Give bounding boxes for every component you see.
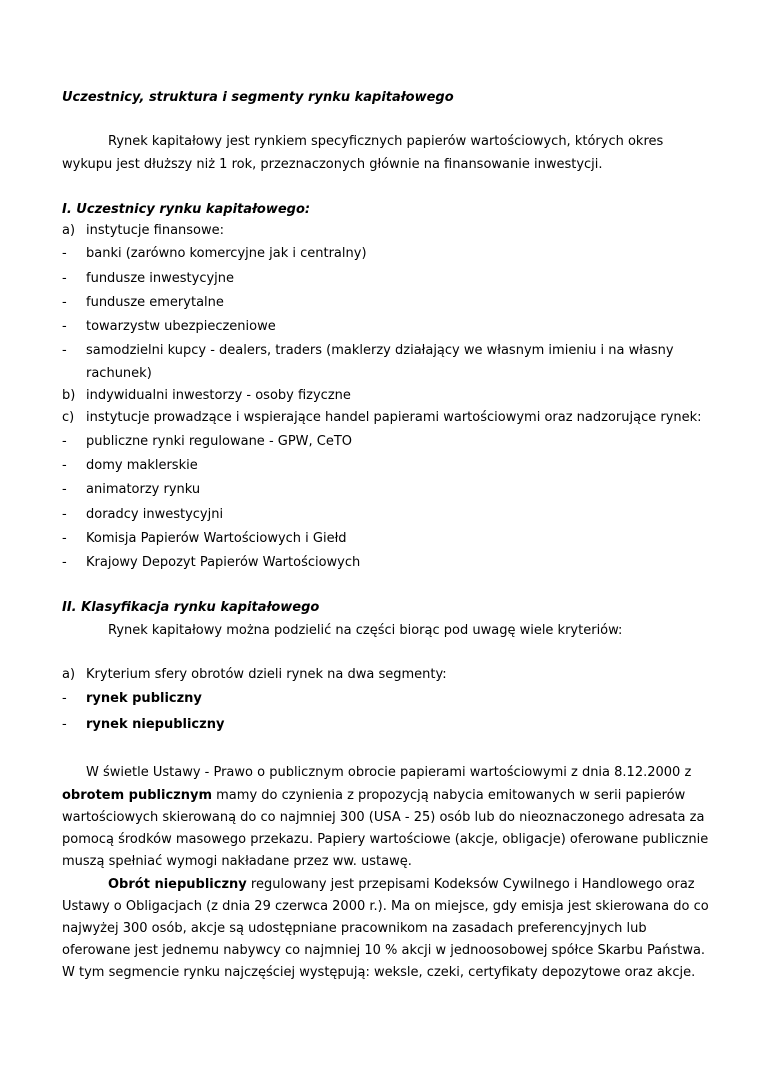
- list-item-marker: -: [62, 271, 67, 286]
- list-item-marker: -: [62, 246, 67, 261]
- para1-line-3: wartościowych skierowaną do co najmniej 300 (USA - 25) osób lub do nieoznaczonego adresata za: [62, 810, 705, 825]
- section2-heading: II. Klasyfikacja rynku kapitałowego: [62, 600, 320, 615]
- para2-line-4: oferowane jest jednemu nabywcy co najmniej 10 % akcji w jednoosobowej spółce Skarbu Państwa.: [62, 943, 706, 958]
- segment-text: rynek niepubliczny: [86, 717, 225, 732]
- list-item-marker: -: [62, 482, 67, 497]
- list-item-text: rachunek): [86, 366, 152, 381]
- list-item-marker: c): [62, 410, 75, 425]
- document-title: Uczestnicy, struktura i segmenty rynku kapitałowego: [62, 90, 454, 105]
- para2-line-2: Ustawy o Obligacjach (z dnia 29 czerwca 2000 r.). Ma on miejsce, gdy emisja jest skierowana do co: [62, 899, 709, 914]
- list-item-marker: b): [62, 388, 76, 403]
- list-item-text: instytucje prowadzące i wspierające handel papierami wartościowymi oraz nadzorujące rynek:: [86, 410, 702, 425]
- list-item-text: instytucje finansowe:: [86, 223, 225, 238]
- criterion-marker: a): [62, 667, 76, 682]
- list-item-text: Krajowy Depozyt Papierów Wartościowych: [86, 555, 361, 570]
- segment-marker: -: [62, 691, 67, 706]
- para1-line-2-rest: mamy do czynienia z propozycją nabycia emitowanych w serii papierów: [212, 788, 686, 803]
- list-item-marker: -: [62, 343, 67, 358]
- list-item-text: domy maklerskie: [86, 458, 198, 473]
- list-item-text: doradcy inwestycyjni: [86, 507, 224, 522]
- para1-line-1: W świetle Ustawy - Prawo o publicznym obrocie papierami wartościowymi z dnia 8.12.2000 z: [86, 765, 692, 780]
- list-item-text: fundusze inwestycyjne: [86, 271, 235, 286]
- list-item-text: banki (zarówno komercyjne jak i centralny): [86, 246, 367, 261]
- intro-line-1: Rynek kapitałowy jest rynkiem specyficznych papierów wartościowych, których okres: [108, 134, 664, 149]
- segment-marker: -: [62, 717, 67, 732]
- list-item-text: fundusze emerytalne: [86, 295, 224, 310]
- list-item-text: animatorzy rynku: [86, 482, 201, 497]
- list-item-text: towarzystw ubezpieczeniowe: [86, 319, 276, 334]
- para2-line-1-rest: regulowany jest przepisami Kodeksów Cywilnego i Handlowego oraz: [246, 877, 695, 892]
- list-item-marker: -: [62, 555, 67, 570]
- para1-line-2: [62, 788, 685, 804]
- para2-line-3: najwyżej 300 osób, akcje są udostępniane pracownikom na zasadach preferencyjnych lub: [62, 921, 647, 936]
- list-item-text: publiczne rynki regulowane - GPW, CeTO: [86, 434, 353, 449]
- para1-line-5: muszą spełniać wymogi nakładane przez ww. ustawę.: [62, 854, 412, 869]
- section2-intro: Rynek kapitałowy można podzielić na części biorąc pod uwagę wiele kryteriów:: [108, 623, 623, 638]
- section1-heading: I. Uczestnicy rynku kapitałowego:: [62, 202, 311, 217]
- list-item-marker: -: [62, 295, 67, 310]
- public-trading-term: obrotem publicznym: [62, 788, 213, 803]
- para2-line-5: W tym segmencie rynku najczęściej występują: weksle, czeki, certyfikaty depozytowe oraz akcje.: [62, 965, 696, 980]
- intro-line-2: wykupu jest dłuższy niż 1 rok, przeznaczonych głównie na finansowanie inwestycji.: [62, 157, 603, 172]
- list-item-text: Komisja Papierów Wartościowych i Giełd: [86, 531, 347, 546]
- list-item-text: samodzielni kupcy - dealers, traders (maklerzy działający we własnym imieniu i na własny: [86, 343, 674, 358]
- list-item-marker: -: [62, 507, 67, 522]
- nonpublic-trading-term: Obrót niepubliczny: [108, 877, 247, 892]
- para1-line-4: pomocą środków masowego przekazu. Papiery wartościowe (akcje, obligacje) oferowane publicznie: [62, 832, 709, 847]
- list-item-text: indywidualni inwestorzy - osoby fizyczne: [86, 388, 351, 403]
- list-item-marker: a): [62, 223, 76, 238]
- criterion-text: Kryterium sfery obrotów dzieli rynek na dwa segmenty:: [86, 667, 447, 682]
- segment-text: rynek publiczny: [86, 691, 202, 706]
- list-item-marker: -: [62, 434, 67, 449]
- para2-line-1: [108, 877, 695, 893]
- list-item-marker: -: [62, 531, 67, 546]
- list-item-marker: -: [62, 319, 67, 334]
- list-item-marker: -: [62, 458, 67, 473]
